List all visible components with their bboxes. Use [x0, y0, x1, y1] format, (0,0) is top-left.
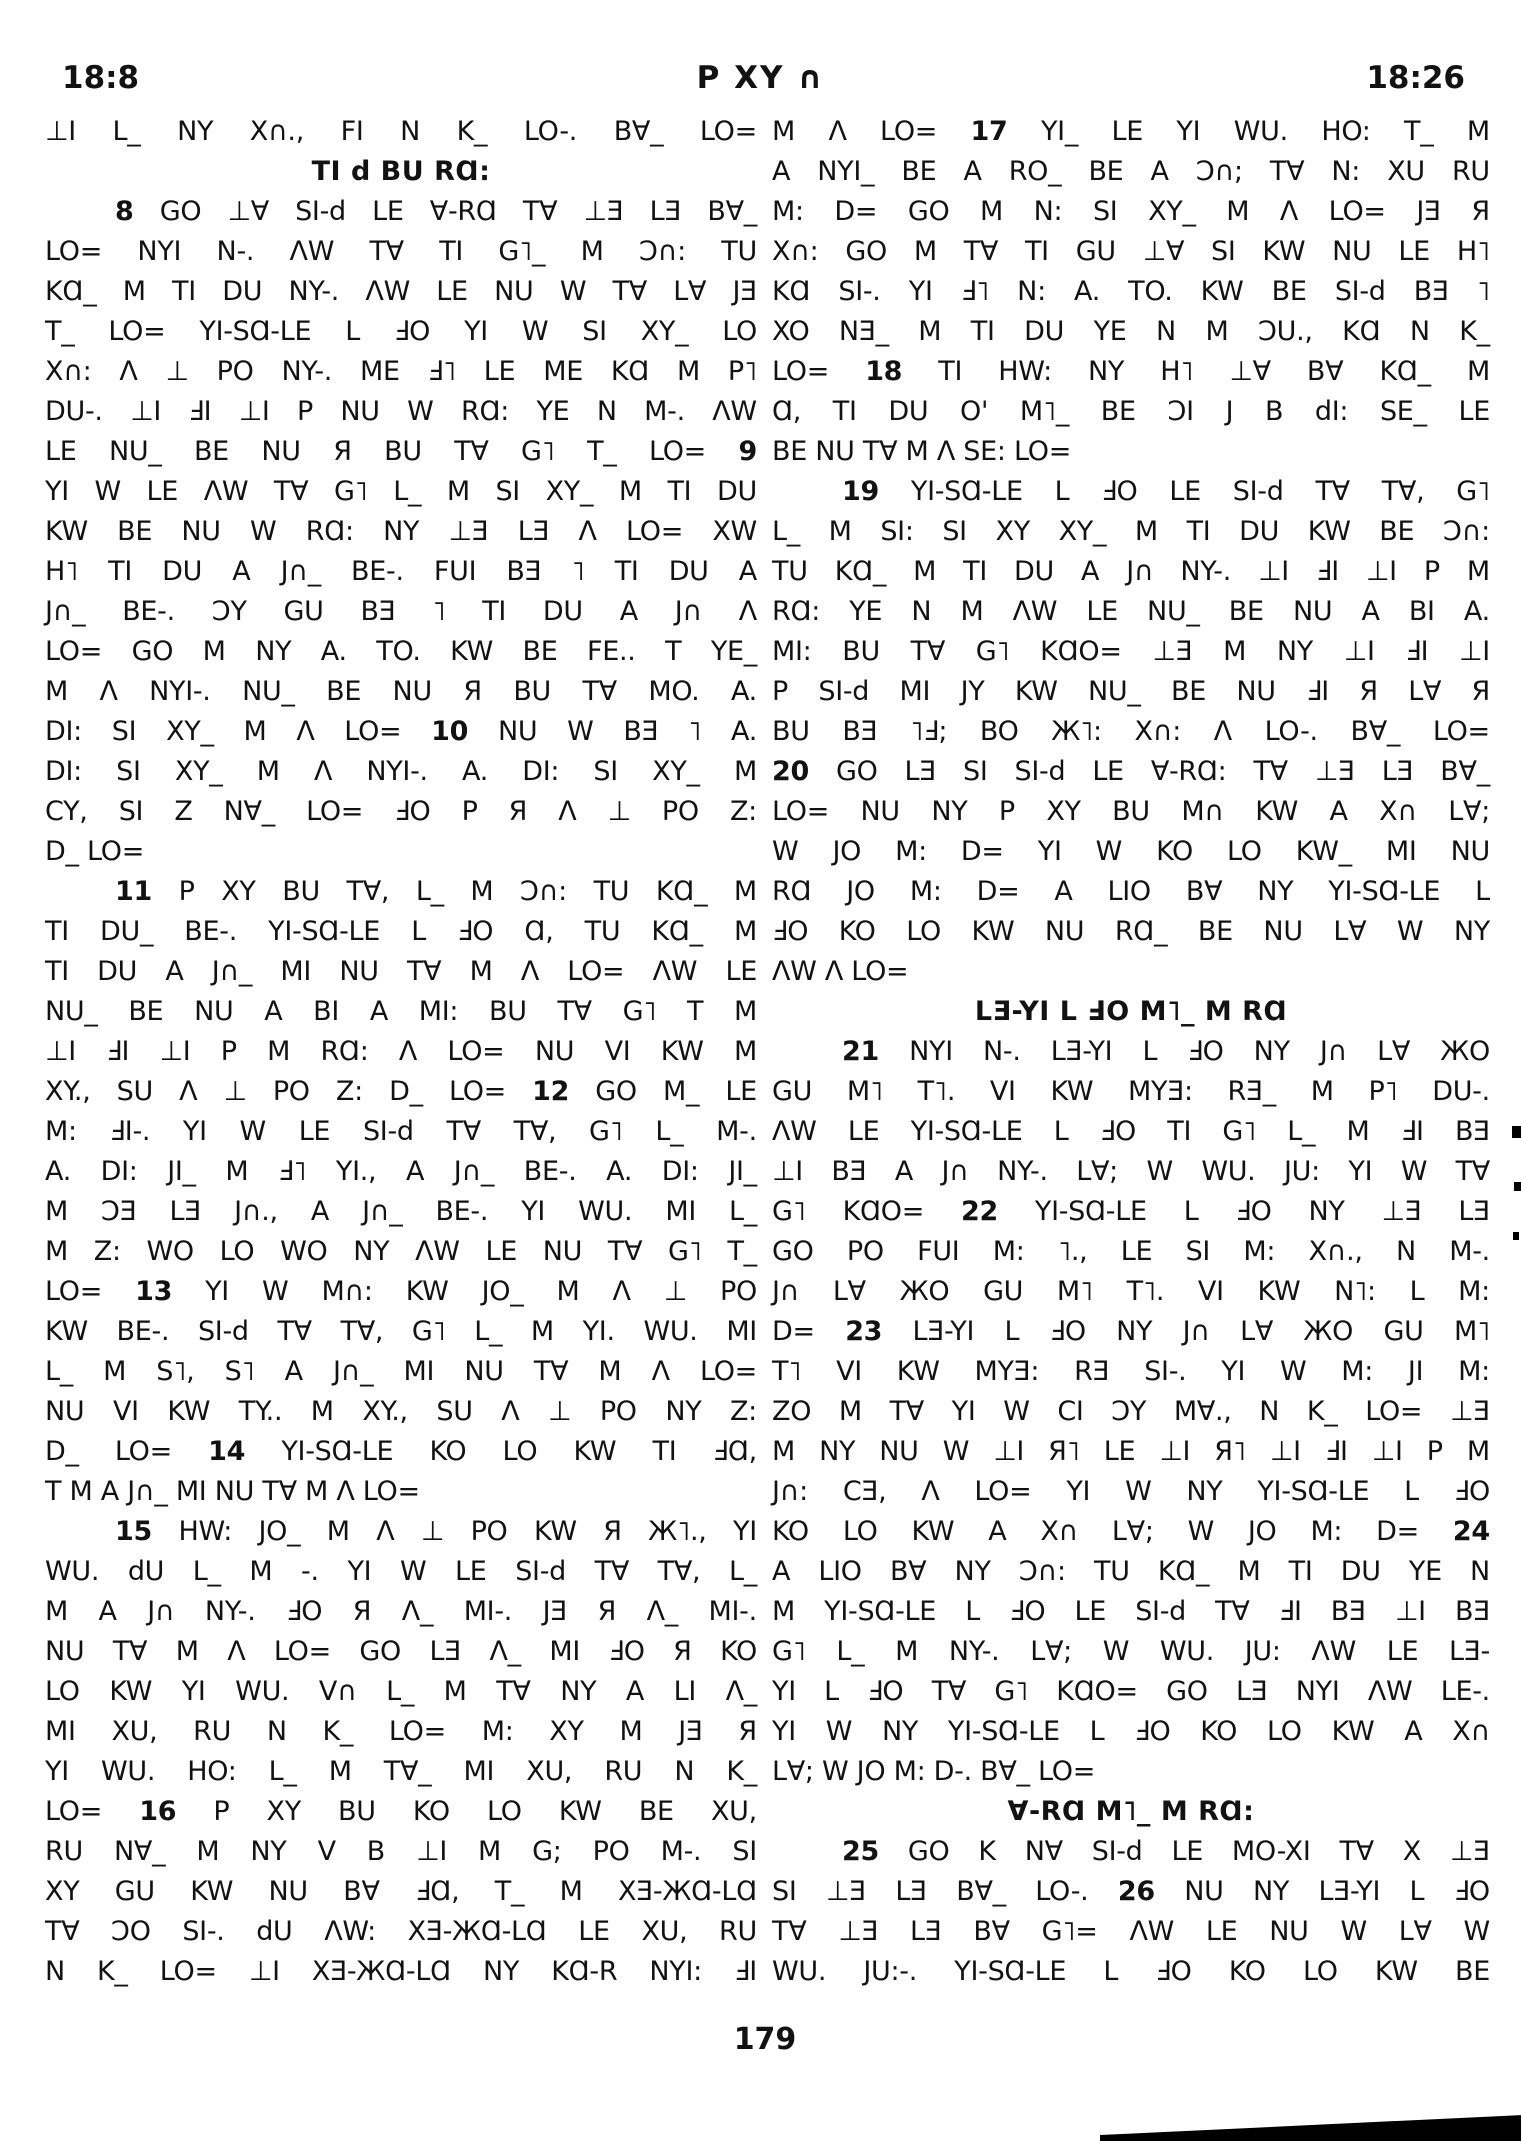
text-line: ΛW LE YI-SⱭ-LE L ℲO TI G˥ L_ M ℲI BƎ — [772, 1116, 1490, 1147]
text-line: M Λ LO= 17 YI_ LE YI WU. HO: T_ M — [772, 112, 1490, 152]
text-line: M: D= GO M N: SI XY_ M Λ LO= JƎ Я — [772, 196, 1490, 227]
text-line: TU KⱭ_ M TI DU A J∩ NY-. ⊥I ℲI ⊥I P M — [772, 556, 1490, 587]
text-line: NU VI KW TY.. M XY., SU Λ ⊥ PO NY Z: — [45, 1396, 757, 1427]
text-line: ⊥I BƎ A J∩ NY-. L∀; W WU. JU: YI W T∀ — [772, 1156, 1490, 1187]
text-line: DI: SI XY_ M Λ NYI-. A. DI: SI XY_ M — [45, 756, 757, 787]
scan-speck — [1512, 1126, 1521, 1138]
text-line: KⱭ SI-. YI Ⅎ˥ N: A. TO. KW BE SI-d BƎ ˥ — [772, 276, 1490, 307]
text-line: L_ M SI: SI XY XY_ M TI DU KW BE Ɔ∩: — [772, 516, 1490, 547]
verse-number: 22 — [960, 1196, 998, 1227]
verse-number: 26 — [1117, 1876, 1155, 1907]
text-line: YI L ℲO T∀ G˥ KⱭO= GO LƎ NYI ΛW LE-. — [772, 1676, 1490, 1707]
section-heading: ∀-RⱭ M˥_ M RⱭ: — [1007, 1796, 1255, 1827]
text-line: M Λ NYI-. NU_ BE NU Я BU T∀ MO. A. — [45, 676, 757, 707]
page-number: 179 — [733, 2022, 797, 2057]
text-line: ZO M T∀ YI W CI ƆY M∀., N K_ LO= ⊥Ǝ — [772, 1396, 1490, 1427]
text-line: YI WU. HO: L_ M T∀_ MI XU, RU N K_ — [45, 1756, 757, 1787]
text-line: DU-. ⊥I ℲI ⊥I P NU W RⱭ: YE N M-. ΛW — [45, 396, 757, 427]
text-line: M NY NU W ⊥I Я˥ LE ⊥I Я˥ ⊥I ℲI ⊥I P M — [772, 1436, 1490, 1467]
text-line: MI XU, RU N K_ LO= M: XY M JƎ Я — [45, 1716, 757, 1747]
verse-number: 24 — [1452, 1516, 1490, 1547]
text-line: KW BE NU W RⱭ: NY ⊥Ǝ LƎ Λ LO= XW — [45, 516, 757, 547]
text-line: N K_ LO= ⊥I XƎ-ЖⱭ-LⱭ NY KⱭ-R NYI: ℲI — [45, 1956, 757, 1987]
text-line: T M A J∩_ MI NU T∀ M Λ LO= — [45, 1476, 420, 1507]
text-line: 25 GO K N∀ SI-d LE MO-XI T∀ X ⊥Ǝ — [772, 1832, 1490, 1872]
text-line: BU BƎ ˥Ⅎ; BO Ж˥: X∩: Λ LO-. B∀_ LO= — [772, 716, 1490, 747]
text-line: A LIO B∀ NY Ɔ∩: TU KⱭ_ M TI DU YE N — [772, 1556, 1490, 1587]
verse-number: 8 — [115, 196, 134, 227]
text-line: XY., SU Λ ⊥ PO Z: D_ LO= 12 GO M_ LE — [45, 1072, 757, 1112]
text-line: W JO M: D= YI W KO LO KW_ MI NU — [772, 836, 1490, 867]
verse-number: 23 — [845, 1316, 883, 1347]
text-line: CY, SI Z N∀_ LO= ℲO P Я Λ ⊥ PO Z: — [45, 796, 757, 827]
verse-number: 15 — [115, 1516, 152, 1547]
text-line: LE NU_ BE NU Я BU T∀ G˥ T_ LO= 9 — [45, 432, 757, 472]
text-line: T∀ ƆO SI-. dU ΛW: XƎ-ЖⱭ-LⱭ LE XU, RU — [45, 1916, 757, 1947]
text-line: T_ LO= YI-SⱭ-LE L ℲO YI W SI XY_ LO — [45, 316, 757, 347]
text-line: ΛW Λ LO= — [772, 956, 909, 987]
text-line: G˥ KⱭO= 22 YI-SⱭ-LE L ℲO NY ⊥Ǝ LƎ — [772, 1192, 1490, 1232]
text-line: YI W LE ΛW T∀ G˥ L_ M SI XY_ M TI DU — [45, 476, 757, 507]
header-book-title: P XY ∩ — [696, 60, 825, 96]
text-line: LO= 16 P XY BU KO LO KW BE XU, — [45, 1792, 757, 1832]
verse-number: 21 — [842, 1036, 879, 1067]
text-line: MI: BU T∀ G˥ KⱭO= ⊥Ǝ M NY ⊥I ℲI ⊥I — [772, 636, 1490, 667]
text-column-left — [45, 112, 757, 1992]
text-line: D= 23 LƎ-YI L ℲO NY J∩ L∀ ЖO GU M˥ — [772, 1312, 1490, 1352]
text-line: 19 YI-SⱭ-LE L ℲO LE SI-d T∀ T∀, G˥ — [772, 472, 1490, 512]
verse-number: 17 — [970, 116, 1008, 147]
text-line: LO= 13 YI W M∩: KW JO_ M Λ ⊥ PO — [45, 1272, 757, 1312]
text-line: T∀ ⊥Ǝ LƎ B∀ G˥= ΛW LE NU W L∀ W — [772, 1916, 1490, 1947]
text-line: ⊥I L_ NY X∩., FI N K_ LO-. B∀_ LO= — [45, 116, 757, 147]
text-line: J∩_ BE-. ƆY GU BƎ ˥ TI DU A J∩ Λ — [45, 596, 757, 627]
text-line: Ɑ, TI DU O' M˥_ BE ƆI J B dI: SE_ LE — [772, 396, 1490, 427]
text-line: ℲO KO LO KW NU RⱭ_ BE NU L∀ W NY — [772, 916, 1490, 947]
section-heading: TI d BU RⱭ: — [311, 156, 491, 187]
text-line: 11 P XY BU T∀, L_ M Ɔ∩: TU KⱭ_ M — [45, 872, 757, 912]
text-line: BE NU T∀ M Λ SE: LO= — [772, 436, 1072, 467]
text-line: WU. JU:-. YI-SⱭ-LE L ℲO KO LO KW BE — [772, 1956, 1490, 1987]
text-line: M ƆƎ LƎ J∩., A J∩_ BE-. YI WU. MI L_ — [45, 1196, 757, 1227]
text-line: X∩: GO M T∀ TI GU ⊥∀ SI KW NU LE H˥ — [772, 236, 1490, 267]
section-heading: LƎ-YI L ℲO M˥_ M RⱭ — [974, 996, 1288, 1027]
verse-number: 19 — [842, 476, 879, 507]
header-verse-reference-right: 18:26 — [1366, 60, 1465, 96]
text-line: RⱭ JO M: D= A LIO B∀ NY YI-SⱭ-LE L — [772, 876, 1490, 907]
text-line: M Z: WO LO WO NY ΛW LE NU T∀ G˥ T_ — [45, 1236, 757, 1267]
text-line: H˥ TI DU A J∩_ BE-. FUI BƎ ˥ TI DU A — [45, 556, 757, 587]
verse-number: 12 — [532, 1076, 570, 1107]
text-line: TI DU_ BE-. YI-SⱭ-LE L ℲO Ɑ, TU KⱭ_ M — [45, 916, 757, 947]
text-line: D_ LO= — [45, 836, 145, 867]
text-line: LO KW YI WU. V∩ L_ M T∀ NY A LI Λ_ — [45, 1676, 757, 1707]
text-line: D_ LO= 14 YI-SⱭ-LE KO LO KW TI ℲⱭ, — [45, 1432, 757, 1472]
text-line: 15 HW: JO_ M Λ ⊥ PO KW Я Ж˥., YI — [45, 1512, 757, 1552]
text-line: KⱭ_ M TI DU NY-. ΛW LE NU W T∀ L∀ JƎ — [45, 276, 757, 307]
text-line: YI W NY YI-SⱭ-LE L ℲO KO LO KW A X∩ — [772, 1716, 1490, 1747]
verse-number: 9 — [738, 436, 757, 467]
text-line: WU. dU L_ M -. YI W LE SI-d T∀ T∀, L_ — [45, 1556, 757, 1587]
text-line: J∩ L∀ ЖO GU M˥ T˥. VI KW N˥: L M: — [772, 1276, 1490, 1307]
text-line: KO LO KW A X∩ L∀; W JO M: D= 24 — [772, 1512, 1490, 1552]
text-line: DI: SI XY_ M Λ LO= 10 NU W BƎ ˥ A. — [45, 712, 757, 752]
text-line: XO NƎ_ M TI DU YE N M ƆU., KⱭ N K_ — [772, 316, 1490, 347]
scan-artifact-wedge — [1100, 2114, 1521, 2141]
text-line: L∀; W JO M: D-. B∀_ LO= — [772, 1756, 1096, 1787]
text-line: TI DU A J∩_ MI NU T∀ M Λ LO= ΛW LE — [45, 956, 757, 987]
text-line: 21 NYI N-. LƎ-YI L ℲO NY J∩ L∀ ЖO — [772, 1032, 1490, 1072]
text-line: RU N∀_ M NY V B ⊥I M G; PO M-. SI — [45, 1836, 757, 1867]
text-line: M YI-SⱭ-LE L ℲO LE SI-d T∀ ℲI BƎ ⊥I BƎ — [772, 1596, 1490, 1627]
text-line: L_ M S˥, S˥ A J∩_ MI NU T∀ M Λ LO= — [45, 1356, 757, 1387]
scan-speck — [1513, 1232, 1519, 1240]
text-line: RⱭ: YE N M ΛW LE NU_ BE NU A BI A. — [772, 596, 1490, 627]
text-line: G˥ L_ M NY-. L∀; W WU. JU: ΛW LE LƎ- — [772, 1636, 1490, 1667]
verse-number: 25 — [842, 1836, 879, 1867]
text-line: 20 GO LƎ SI SI-d LE ∀-RⱭ: T∀ ⊥Ǝ LƎ B∀_ — [772, 752, 1490, 792]
text-line: LO= NYI N-. ΛW T∀ TI G˥_ M Ɔ∩: TU — [45, 236, 757, 267]
verse-number: 11 — [115, 876, 152, 907]
text-line: X∩: Λ ⊥ PO NY-. ME Ⅎ˥ LE ME KⱭ M P˥ — [45, 356, 757, 387]
text-line: 8 GO ⊥∀ SI-d LE ∀-RⱭ T∀ ⊥Ǝ LƎ B∀_ — [45, 192, 757, 232]
text-line: ⊥I ℲI ⊥I P M RⱭ: Λ LO= NU VI KW M — [45, 1036, 757, 1067]
text-line: M: ℲI-. YI W LE SI-d T∀ T∀, G˥ L_ M-. — [45, 1116, 757, 1147]
verse-number: 20 — [772, 756, 809, 787]
verse-number: 14 — [208, 1436, 246, 1467]
verse-number: 16 — [139, 1796, 177, 1827]
text-line: LO= GO M NY A. TO. KW BE FE.. T YE_ — [45, 636, 757, 667]
text-line: GU M˥ T˥. VI KW MYƎ: RƎ_ M P˥ DU-. — [772, 1076, 1490, 1107]
text-line: NU_ BE NU A BI A MI: BU T∀ G˥ T M — [45, 996, 757, 1027]
text-line: LO= 18 TI HW: NY H˥ ⊥∀ B∀ KⱭ_ M — [772, 352, 1490, 392]
verse-number: 10 — [431, 716, 469, 747]
text-line: XY GU KW NU B∀ ℲⱭ, T_ M XƎ-ЖⱭ-LⱭ — [45, 1876, 757, 1907]
scan-speck — [1514, 1182, 1521, 1191]
page-header — [0, 57, 1521, 99]
text-line: KW BE-. SI-d T∀ T∀, G˥ L_ M YI. WU. MI — [45, 1316, 757, 1347]
text-line: M A J∩ NY-. ℲO Я Λ_ MI-. JƎ Я Λ_ MI-. — [45, 1596, 757, 1627]
verse-number: 13 — [135, 1276, 173, 1307]
text-line: A NYI_ BE A RO_ BE A Ɔ∩; T∀ N: XU RU — [772, 156, 1490, 187]
verse-number: 18 — [865, 356, 903, 387]
text-column-right — [772, 112, 1490, 1992]
text-line: NU T∀ M Λ LO= GO LƎ Λ_ MI ℲO Я KO — [45, 1636, 757, 1667]
text-line: GO PO FUI M: ˥., LE SI M: X∩., N M-. — [772, 1236, 1490, 1267]
text-line: A. DI: JI_ M Ⅎ˥ YI., A J∩_ BE-. A. DI: JI_ — [45, 1156, 757, 1187]
text-line: LO= NU NY P XY BU M∩ KW A X∩ L∀; — [772, 796, 1490, 827]
text-line: T˥ VI KW MYƎ: RƎ SI-. YI W M: JI M: — [772, 1356, 1490, 1387]
text-line: J∩: CƎ, Λ LO= YI W NY YI-SⱭ-LE L ℲO — [772, 1476, 1490, 1507]
text-line: P SI-d MI JY KW NU_ BE NU ℲI Я L∀ Я — [772, 676, 1490, 707]
text-line: SI ⊥Ǝ LƎ B∀_ LO-. 26 NU NY LƎ-YI L ℲO — [772, 1872, 1490, 1912]
header-verse-reference-left: 18:8 — [62, 60, 140, 96]
